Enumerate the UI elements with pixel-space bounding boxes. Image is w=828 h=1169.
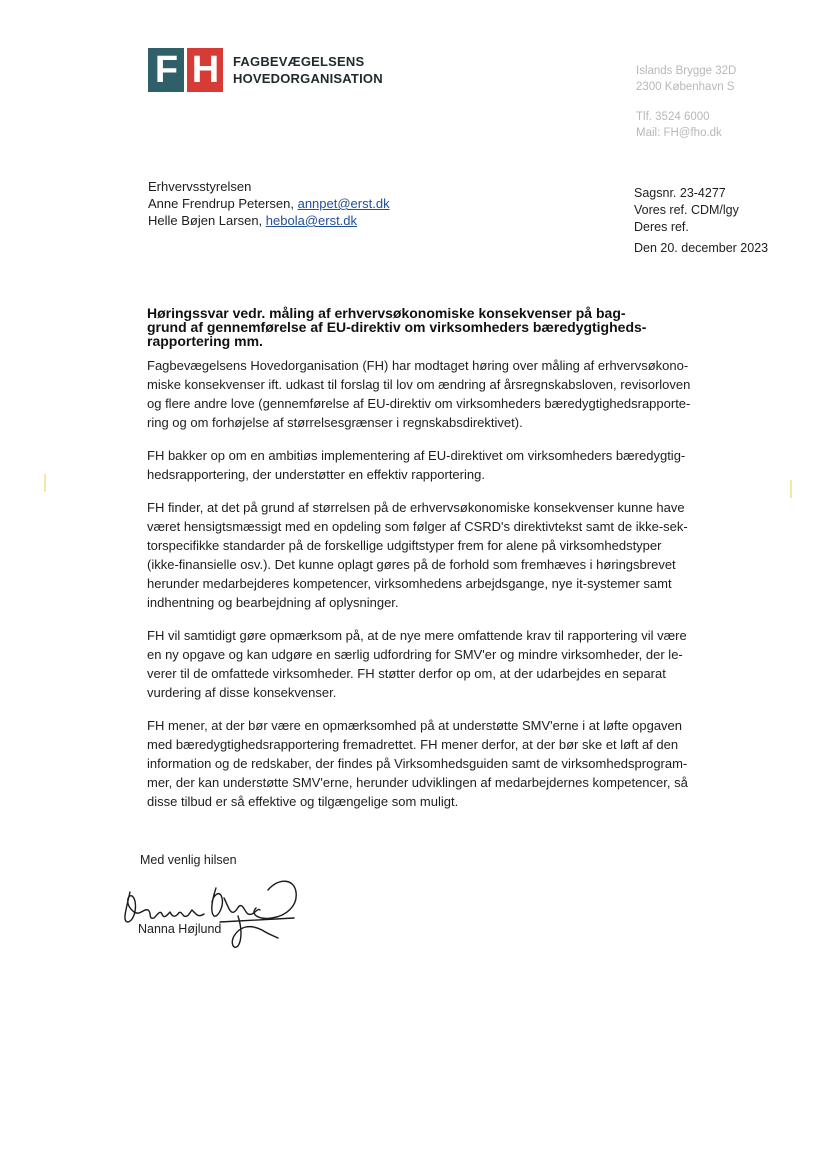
phone-number: Tlf. 3524 6000 bbox=[636, 111, 710, 123]
margin-mark bbox=[790, 480, 792, 498]
body-line: med bæredygtighedsrapportering fremadrettet. FH mener derfor, at der bør ske et løft af den bbox=[147, 737, 679, 752]
letter-title bbox=[147, 306, 707, 348]
body-line: verer til de omfattede virksomheder. FH støtter derfor op om, at der udarbejdes en separat bbox=[147, 666, 666, 681]
address-line1: Islands Brygge 32D bbox=[636, 65, 737, 77]
reference-block bbox=[634, 185, 739, 236]
address-line2: 2300 København S bbox=[636, 81, 735, 93]
title-line: rapportering mm. bbox=[147, 333, 263, 349]
body-line: FH vil samtidigt gøre opmærksom på, at de nye mere omfattende krav til rapportering vil være bbox=[147, 628, 687, 643]
margin-mark bbox=[44, 474, 46, 492]
body-line: FH mener, at der bør være en opmærksomhed på at understøtte SMV'erne i at løfte opgaven bbox=[147, 718, 683, 733]
logo-letter-f: F bbox=[148, 48, 184, 92]
body-line: en ny opgave og kan udgøre en særlig udfordring for SMV'er og mindre virksomheder, der le- bbox=[147, 647, 683, 662]
recipient-person2-email-link[interactable]: hebola@erst.dk bbox=[265, 213, 358, 228]
paragraph-2 bbox=[147, 446, 717, 484]
org-logo bbox=[148, 48, 383, 92]
title-line: Høringssvar vedr. måling af erhvervsøkonomiske konsekvenser på bag- bbox=[147, 305, 626, 321]
recipient-person1 bbox=[148, 195, 390, 212]
org-contact bbox=[636, 63, 736, 141]
body-line: været hensigtsmæssigt med en opdeling som følger af CSRD's direktivtekst samt de ikke-sek- bbox=[147, 519, 688, 534]
body-line: Fagbevægelsens Hovedorganisation (FH) har modtaget høring over måling af erhvervsøkono- bbox=[147, 358, 689, 373]
mail-address: Mail: FH@fho.dk bbox=[636, 127, 722, 139]
body-line: (ikke-finansielle osv.). Det kunne oplagt gøres på de forhold som fremhæves i høringsbrevet bbox=[147, 557, 676, 572]
our-reference: Vores ref. CDM/lgy bbox=[634, 203, 739, 217]
logo-letter-h: H bbox=[187, 48, 223, 92]
recipient-person1-email-link[interactable]: annpet@erst.dk bbox=[297, 196, 390, 211]
body-line: vurdering af disse konsekvenser. bbox=[147, 685, 337, 700]
body-line: hedsrapportering, der understøtter en effektiv rapportering. bbox=[147, 467, 485, 482]
org-name bbox=[233, 53, 383, 87]
paragraph-4 bbox=[147, 626, 717, 702]
signatory-name: Nanna Højlund bbox=[138, 922, 222, 936]
handwritten-signature bbox=[118, 870, 308, 950]
org-name-line1: FAGBEVÆGELSENS bbox=[233, 54, 365, 69]
recipient-person1-name: Anne Frendrup Petersen, bbox=[148, 196, 298, 211]
letter-date: Den 20. december 2023 bbox=[634, 241, 769, 255]
closing-greeting: Med venlig hilsen bbox=[140, 853, 237, 867]
body-line: og flere andre love (gennemførelse af EU-direktiv om virksomheders bæredygtighedsrapporte- bbox=[147, 396, 691, 411]
title-line: grund af gennemførelse af EU-direktiv om virksomheders bæredygtigheds- bbox=[147, 319, 647, 335]
recipient-block bbox=[148, 178, 390, 229]
body-line: torspecifikke standarder på de forskellige udgiftstyper frem for alene på virksomhedstyper bbox=[147, 538, 662, 553]
recipient-person2 bbox=[148, 212, 390, 229]
org-name-line2: HOVEDORGANISATION bbox=[233, 71, 383, 86]
case-number: Sagsnr. 23-4277 bbox=[634, 186, 726, 200]
recipient-person2-name: Helle Bøjen Larsen, bbox=[148, 213, 266, 228]
recipient-org: Erhvervsstyrelsen bbox=[148, 179, 252, 194]
body-line: ring og om forhøjelse af størrelsesgrænser i regnskabsdirektivet). bbox=[147, 415, 523, 430]
letter-body bbox=[147, 356, 717, 825]
paragraph-1 bbox=[147, 356, 717, 432]
body-line: indhentning og bearbejdning af oplysninger. bbox=[147, 595, 399, 610]
body-line: mer, der kan understøtte SMV'erne, herunder udviklingen af medarbejdernes kompetencer, så bbox=[147, 775, 688, 790]
body-line: herunder medarbejderes kompetencer, virksomhedens arbejdsgange, nye it-systemer samt bbox=[147, 576, 672, 591]
body-line: FH bakker op om en ambitiøs implementering af EU-direktivet om virksomheders bæredygtig- bbox=[147, 448, 686, 463]
fh-logo-mark bbox=[148, 48, 223, 92]
your-reference: Deres ref. bbox=[634, 220, 689, 234]
body-line: miske konsekvenser ift. udkast til forslag til lov om ændring af årsregnskabsloven, revisorloven bbox=[147, 377, 691, 392]
body-line: FH finder, at det på grund af størrelsen på de erhvervsøkonomiske konsekvenser kunne have bbox=[147, 500, 685, 515]
paragraph-5 bbox=[147, 716, 717, 811]
body-line: information og de redskaber, der findes på Virksomhedsguiden samt de virksomhedsprogram- bbox=[147, 756, 688, 771]
paragraph-3 bbox=[147, 498, 717, 612]
body-line: disse tilbud er så effektive og tilgængelige som muligt. bbox=[147, 794, 459, 809]
